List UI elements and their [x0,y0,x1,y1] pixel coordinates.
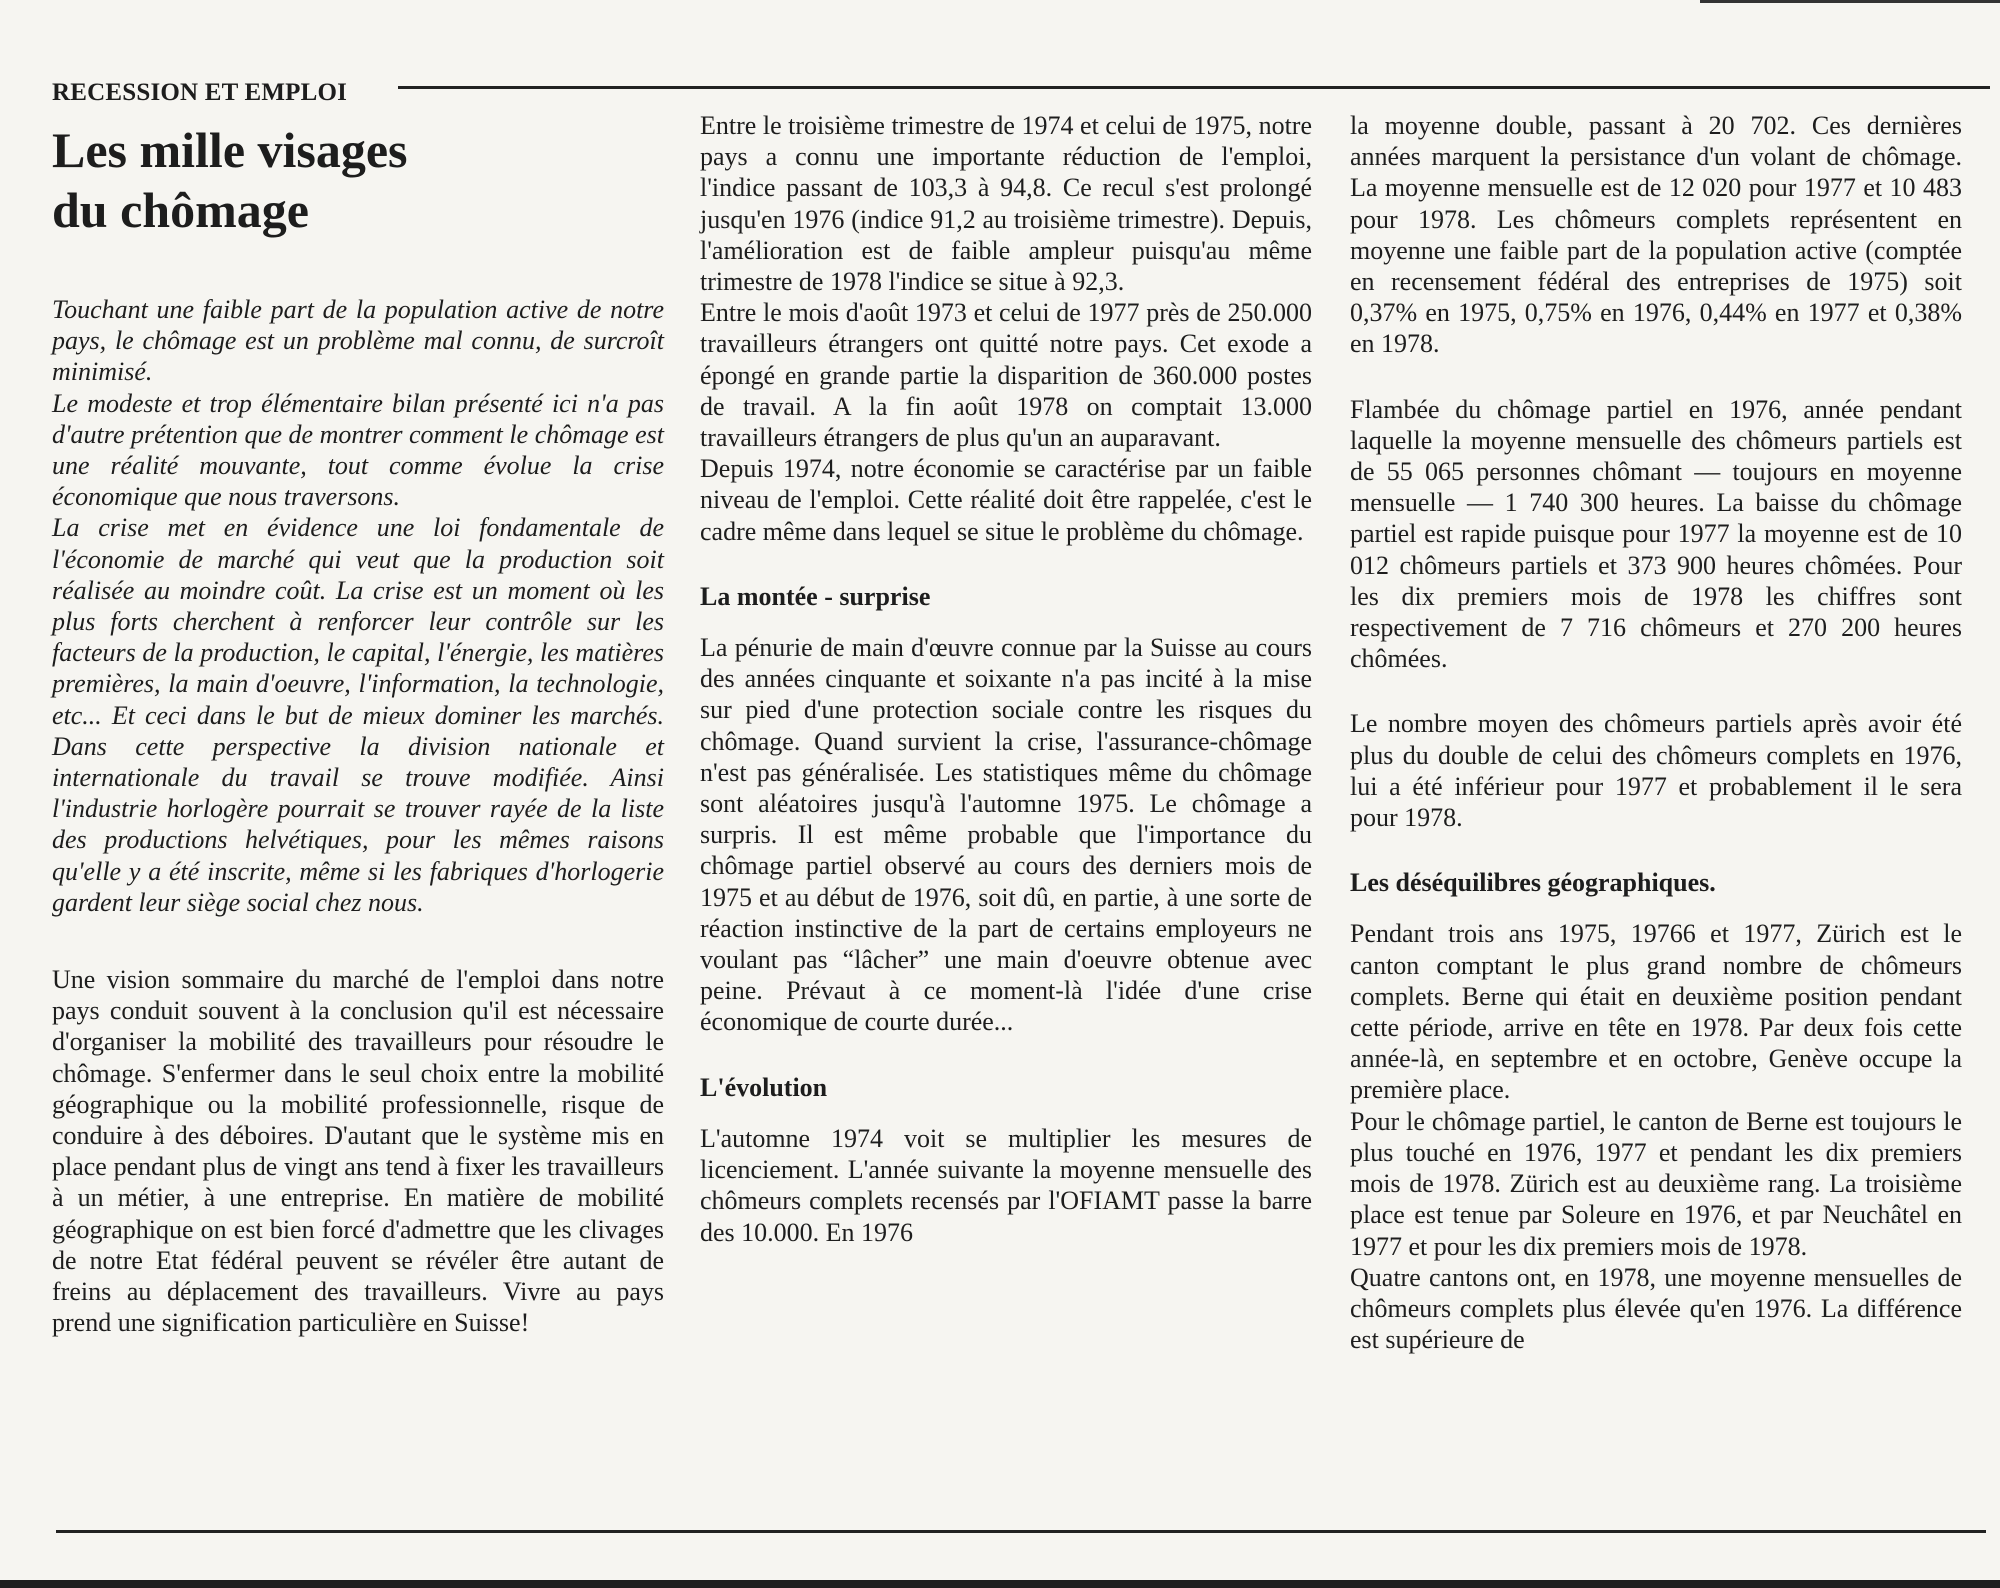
body-paragraph: la moyenne double, passant à 20 702. Ces dernières années marquent la persistance d'un volant de chômage. La moyenne mensuelle est de 12 020 pour 1977 et 10 483 pour 1978. Les chômeurs complets représentent en moyenne une faible part de la population active (comptée en recensement fédéral des entreprises de 1975) soit 0,37% en 1975, 0,75% en 1976, 0,44% en 1977 et 0,38% en 1978. [1350,111,1962,359]
subheading-evolution: L'évolution [700,1072,828,1102]
title-line-1: Les mille visages [52,122,408,178]
column-1-body [52,964,664,1338]
evolution-body [700,1123,1312,1248]
top-edge-rule [1700,0,2000,3]
body-paragraph: Entre le mois d'août 1973 et celui de 1977 près de 250.000 travailleurs étrangers ont quitté notre pays. Cet exode a épongé en grande partie la disparition de 360.000 postes de travail. A la fin août 1978 on comptait 13.000 travailleurs étrangers de plus qu'un an auparavant. [700,298,1312,453]
lead-paragraph: La crise met en évidence une loi fondamentale de l'économie de marché qui veut que la production soit réalisée au moindre coût. La crise est un moment où les plus forts cherchent à renforcer leur contrôle sur les facteurs de la production, le capital, l'énergie, les matières premières, la main d'oeuvre, l'information, la technologie, etc... Et ceci dans le but de mieux dominer les marchés. Dans cette perspective la division nationale et internationale du travail se trouve modifiée. Ainsi l'industrie horlogère pourrait se trouver rayée de la liste des productions helvétiques, pour les mêmes raisons qu'elle y a été inscrite, même si les fabriques d'horlogerie gardent leur siège social chez nous. [52,513,664,917]
body-paragraph: Pour le chômage partiel, le canton de Berne est toujours le plus touché en 1976, 1977 et pendant les dix premiers mois de 1978. Zürich est au deuxième rang. La troisième place est tenue par Soleure en 1976, et par Neuchâtel en 1977 et pour les dix premiers mois de 1978. [1350,1106,1962,1261]
lead-paragraph: Touchant une faible part de la population active de notre pays, le chômage est un problème mal connu, de surcroît minimisé. [52,295,664,387]
montee-surprise-body [700,632,1312,1038]
body-paragraph: Pendant trois ans 1975, 19766 et 1977, Zürich est le canton comptant le plus grand nombre de chômeurs complets. Berne qui était en deuxième position pendant cette période, arrive en tête en 1978. Par deux fois cette année-là, en septembre et en octobre, Genève occupe la première place. [1350,919,1962,1105]
column-3 [1350,110,1962,1355]
footer-rule [56,1530,1986,1533]
subheading-desequilibres-geographiques: Les déséquilibres géographiques. [1350,868,1716,898]
body-paragraph: Une vision sommaire du marché de l'emploi dans notre pays conduit souvent à la conclusion qu'il est nécessaire d'organiser la mobilité des travailleurs pour résoudre le chômage. S'enfermer dans le seul choix entre la mobilité géographique ou la mobilité professionnelle, risque de conduire à des déboires. D'autant que le système mis en place pendant plus de vingt ans tend à fixer les travailleurs à un métier, à une entreprise. En matière de mobilité géographique on est bien forcé d'admettre que les clivages de notre Etat fédéral peuvent se révéler être autant de freins au déplacement des travailleurs. Vivre au pays prend une signification particulière en Suisse! [52,965,664,1338]
article-lead [52,294,664,918]
body-paragraph: L'automne 1974 voit se multiplier les mesures de licenciement. L'année suivante la moyenne mensuelle des chômeurs complets recensés par l'OFIAMT passe la barre des 10.000. En 1976 [700,1123,1312,1247]
body-paragraph: Flambée du chômage partiel en 1976, année pendant laquelle la moyenne mensuelle des chômeurs partiels est de 55 065 personnes chômant — toujours en moyenne mensuelle — 1 740 300 heures. La baisse du chômage partiel est rapide puisque pour 1977 la moyenne est de 10 012 chômeurs partiels et 373 900 heures chômées. Pour les dix premiers mois de 1978 les chiffres sont respectivement de 7 716 chômeurs et 270 200 heures chômées. [1350,394,1962,674]
body-paragraph: Le nombre moyen des chômeurs partiels après avoir été plus du double de celui des chômeurs complets en 1976, lui a été inférieur pour 1977 et probablement il le sera pour 1978. [1350,709,1962,833]
column-2-intro [700,110,1312,547]
column-1 [52,80,664,1339]
column-3-intro [1350,110,1962,833]
column-2 [700,110,1312,1248]
geographic-body [1350,918,1962,1355]
subheading-montee-surprise: La montée - surprise [700,581,931,611]
title-line-2: du chômage [52,182,309,238]
section-kicker: RECESSION ET EMPLOI [52,79,348,106]
body-paragraph: Depuis 1974, notre économie se caractérise par un faible niveau de l'emploi. Cette réalité doit être rappelée, c'est le cadre même dans lequel se situe le problème du chômage. [700,454,1312,546]
body-paragraph: Quatre cantons ont, en 1978, une moyenne mensuelles de chômeurs complets plus élevée qu'en 1976. La différence est supérieure de [1350,1262,1962,1355]
page-bottom-edge [0,1580,2000,1588]
body-paragraph: Entre le troisième trimestre de 1974 et celui de 1975, notre pays a connu une importante réduction de l'emploi, l'indice passant de 103,3 à 94,8. Ce recul s'est prolongé jusqu'en 1976 (indice 91,2 au troisième trimestre). Depuis, l'amélioration est de faible ampleur puisqu'au même trimestre de 1978 l'indice se situe à 92,3. [700,111,1312,297]
article-title [52,120,664,240]
lead-paragraph: Le modeste et trop élémentaire bilan présenté ici n'a pas d'autre prétention que de montrer comment le chômage est une réalité mouvante, tout comme évolue la crise économique que nous traversons. [52,388,664,512]
body-paragraph: La pénurie de main d'œuvre connue par la Suisse au cours des années cinquante et soixante n'a pas incité à la mise sur pied d'une protection sociale contre les risques du chômage. Quand survient la crise, l'assurance-chômage n'est pas généralisée. Les statistiques même du chômage sont aléatoires jusqu'à l'automne 1975. Le chômage a surpris. Il est même probable que l'importance du chômage partiel observé au cours des derniers mois de 1975 et au début de 1976, soit dû, en partie, à une sorte de réaction instinctive de la part de certains employeurs ne voulant pas “lâcher” une main d'oeuvre obtenue avec peine. Prévaut à ce moment-là l'idée d'une crise économique de courte durée... [700,633,1312,1037]
